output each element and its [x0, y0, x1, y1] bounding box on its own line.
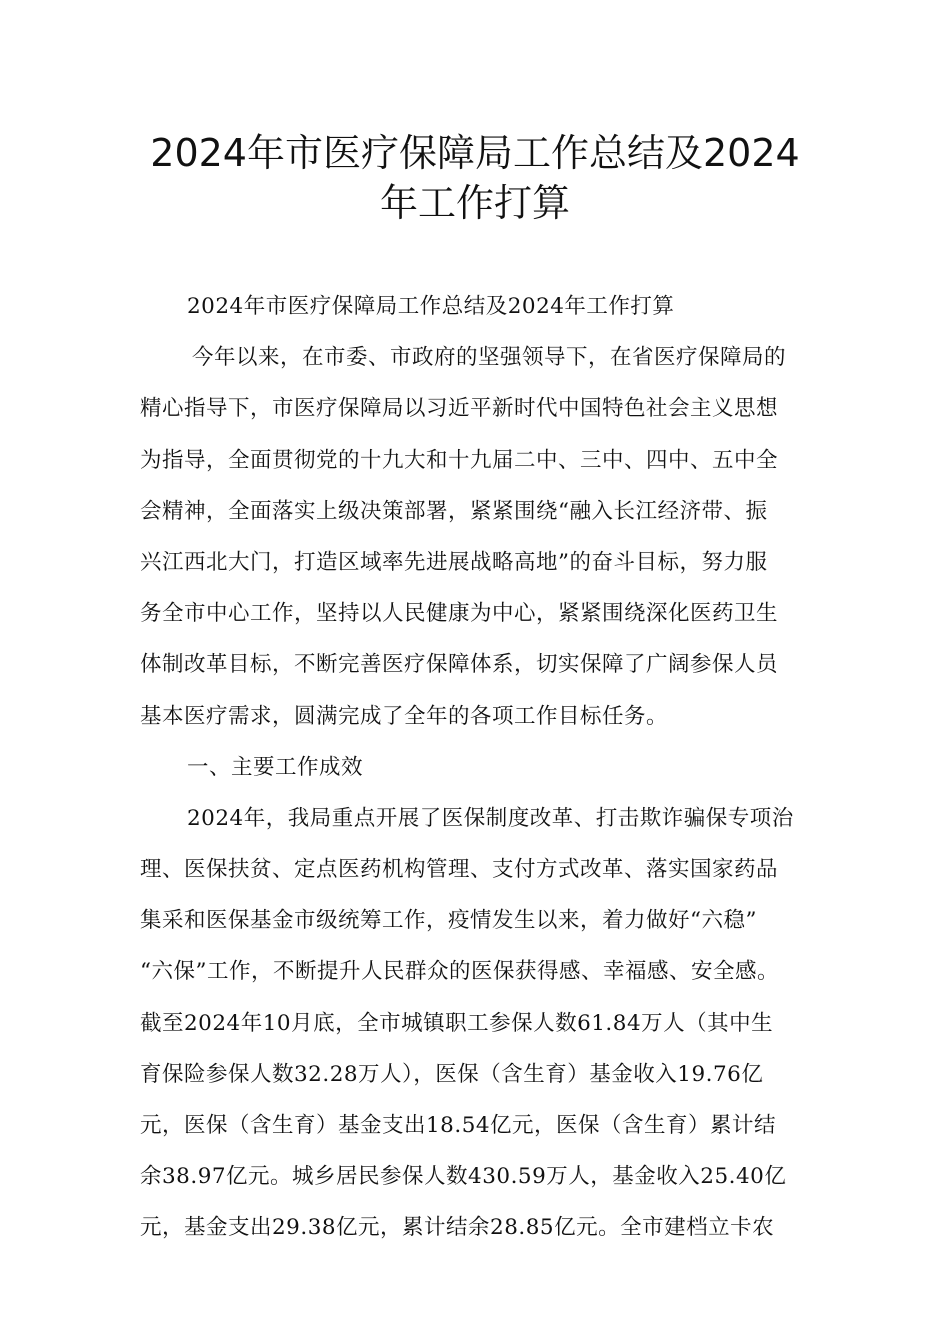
- paragraph-line: 体制改革目标，不断完善医疗保障体系，切实保障了广阔参保人员: [140, 652, 779, 678]
- document-title: [100, 128, 850, 228]
- paragraph-line: 精心指导下，市医疗保障局以习近平新时代中国特色社会主义思想: [140, 396, 779, 422]
- paragraph-line: 截至2024年10月底，全市城镇职工参保人数61.84万人（其中生: [140, 1010, 774, 1036]
- paragraph-line: 基本医疗需求，圆满完成了全年的各项工作目标任务。: [140, 703, 669, 729]
- paragraph-line: 集采和医保基金市级统筹工作，疫情发生以来，着力做好“六稳”: [140, 908, 757, 934]
- subtitle-line: 2024年市医疗保障局工作总结及2024年工作打算: [187, 294, 675, 319]
- paragraph-line: 今年以来，在市委、市政府的坚强领导下，在省医疗保障局的: [192, 345, 787, 371]
- section-heading: 一、主要工作成效: [187, 754, 364, 780]
- paragraph-line: 育保险参保人数32.28万人），医保（含生育）基金收入19.76亿: [140, 1061, 764, 1087]
- paragraph-line: 理、医保扶贫、定点医药机构管理、支付方式改革、落实国家药品: [140, 857, 779, 883]
- title-line-2: 年工作打算: [379, 181, 570, 225]
- paragraph-line: “六保”工作，不断提升人民群众的医保获得感、幸福感、安全感。: [140, 959, 779, 985]
- paragraph-line: 兴江西北大门，打造区域率先进展战略高地”的奋斗目标，努力服: [140, 549, 768, 575]
- document-body: [140, 281, 820, 1254]
- paragraph-line: 会精神，全面落实上级决策部署，紧紧围绕“融入长江经济带、振: [140, 498, 768, 524]
- paragraph-line: 务全市中心工作，坚持以人民健康为中心，紧紧围绕深化医药卫生: [140, 601, 779, 627]
- title-line-1: 2024年市医疗保障局工作总结及2024: [150, 131, 800, 175]
- paragraph-line: 元，医保（含生育）基金支出18.54亿元，医保（含生育）累计结: [140, 1113, 777, 1138]
- paragraph-line: 元，基金支出29.38亿元，累计结余28.85亿元。全市建档立卡农: [140, 1215, 775, 1241]
- paragraph-line: 2024年，我局重点开展了医保制度改革、打击欺诈骗保专项治: [187, 805, 794, 831]
- paragraph-line: 余38.97亿元。城乡居民参保人数430.59万人，基金收入25.40亿: [140, 1164, 787, 1190]
- paragraph-line: 为指导，全面贯彻党的十九大和十九届二中、三中、四中、五中全: [140, 447, 779, 473]
